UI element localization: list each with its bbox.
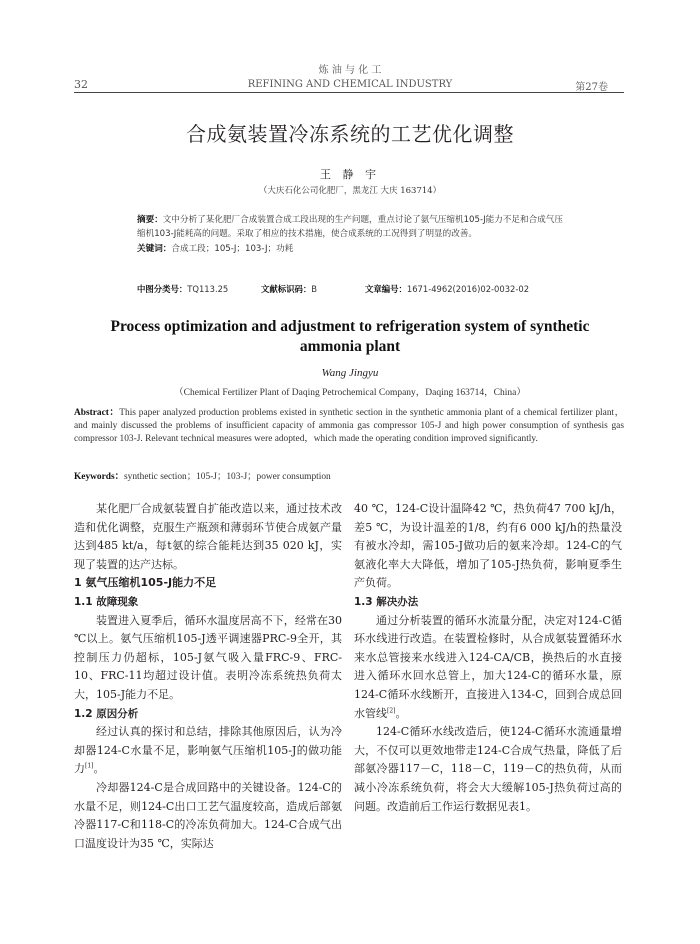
paragraph-1-1: 装置进入夏季后，循环水温度居高不下，经常在30 ℃以上。氨气压缩机105-J透平调速器PRC-9全开，其控制压力仍超标，105-J氨气吸入量FRC-9、FRC-10、FRC-11均超过设计值。表明冷冻系统热负荷太大，105-J能力不足。 (74, 613, 342, 701)
author-en: Wang Jingyu (321, 367, 379, 379)
article-number: 文章编号：1671-4962(2016)02-0032-02 (365, 284, 530, 294)
affiliation-cn: （大庆石化公司化肥厂，黑龙江 大庆 163714） (258, 186, 442, 196)
citation-ref-2[interactable]: [2] (387, 706, 396, 714)
keywords-cn-label: 关键词： (137, 243, 172, 254)
keywords-en-label: Keywords： (74, 472, 124, 482)
citation-ref-1[interactable]: [1] (85, 762, 94, 770)
journal-name-cn: 炼 油 与 化 工 (318, 65, 382, 76)
doc-code: 文献标识码：B (261, 284, 317, 294)
header-divider (74, 92, 624, 93)
section-heading-1-2: 1.2 原因分析 (74, 707, 139, 720)
abstract-en-label: Abstract： (74, 408, 120, 418)
keywords-en (74, 468, 624, 482)
paragraph-1-2-continued: 40 ℃，124-C设计温降42 ℃，热负荷47 700 kJ/h，差5 ℃，为设计温差的1/8，约有6 000 kJ/h的热量没有被水冷却，需105-J做功后的氨来冷却。124-C的气氨液化率大大降低，增加了105-J热负荷，影响夏季生产负荷。 (354, 502, 622, 590)
journal-name-en: REFINING AND CHEMICAL INDUSTRY (247, 79, 453, 90)
paragraph-1-3b: 124-C循环水线改造后，使124-C循环水流通量增大，不仅可以更效地带走124-C合成气热量，降低了后部氨冷器117－C，118－C，119－C的热负荷，从而减小冷冻系统负荷，将会大大缓解105-J热负荷过高的问题。改造前后工作运行数据见表1。 (354, 725, 622, 813)
page-number: 32 (74, 78, 88, 91)
keywords-en-text: synthetic section；105-J；103-J；power consumption (124, 472, 331, 482)
paragraph-1-2b: 冷却器124-C是合成回路中的关键设备。124-C的水量不足，则124-C出口工艺气温度较高，造成后部氨冷器117-C和118-C的冷冻负荷加大。124-C合成气出口温度设计为35 ℃，实际达 (74, 780, 342, 850)
section-heading-1: 1 氨气压缩机105-J能力不足 (74, 576, 217, 590)
abstract-cn-text: 文中分析了某化肥厂合成装置合成工段出现的生产问题，重点讨论了氨气压缩机105-J能力不足和合成气压缩机103-J能耗高的问题。采取了相应的技术措施，使合成系统的工况得到了明显的改善。 (137, 215, 563, 240)
author-cn: 王 静 宇 (320, 168, 380, 181)
abstract-cn (137, 213, 567, 256)
section-heading-1-3: 1.3 解决办法 (354, 595, 419, 608)
paper-title-cn: 合成氨装置冷冻系统的工艺优化调整 (186, 122, 514, 146)
abstract-cn-label: 摘要： (137, 215, 163, 225)
paper-title-en: Process optimization and adjustment to refrigeration system of synthetic ammonia plant (110, 318, 590, 355)
body-column-right (354, 500, 622, 816)
body-column-left (74, 500, 342, 853)
paragraph-1-3a: 通过分析装置的循环水流量分配，决定对124-C循环水线进行改造。在装置检修时，从合成氨装置循环水来水总管接来水线进入124-CA/CB，换热后的水直接进入循环水回水总管上，加大124-C的循环水量，原124-C循环水线断开，直接进入134-C，回到合成总回水管线[2]。 (354, 613, 622, 720)
section-heading-1-1: 1.1 故障现象 (74, 595, 139, 608)
affiliation-en: （Chemical Fertilizer Plant of Daqing Petrochemical Company，Daqing 163714，China） (174, 388, 526, 398)
abstract-en (74, 407, 624, 447)
paragraph-1-2a: 经过认真的探讨和总结，排除其他原因后，认为冷却器124-C水量不足，影响氨气压缩机105-J的做功能力[1]。 (74, 725, 342, 776)
clc-number: 中图分类号：TQ113.25 (137, 284, 229, 294)
volume-label: 第27卷 (575, 82, 608, 93)
intro-paragraph: 某化肥厂合成氨装置自扩能改造以来，通过技术改造和优化调整，克服生产瓶颈和薄弱环节使合成氨产量达到485 kt/a，每t氨的综合能耗达到35 020 kJ，实现了装置的达产达标。 (74, 502, 342, 571)
keywords-cn-text: 合成工段；105-J；103-J；功耗 (171, 243, 294, 254)
abstract-en-text: This paper analyzed production problems existed in synthetic section in the synthetic ammonia plant of a chemical fertilizer plant，and mainly discussed the problems of insufficient capacity of ammonia gas compressor 105-J and high power consumption of synthesis gas compressor 103-J. Relevant technical measures were adopted，which made the operating condition improved significantly. (74, 408, 624, 445)
